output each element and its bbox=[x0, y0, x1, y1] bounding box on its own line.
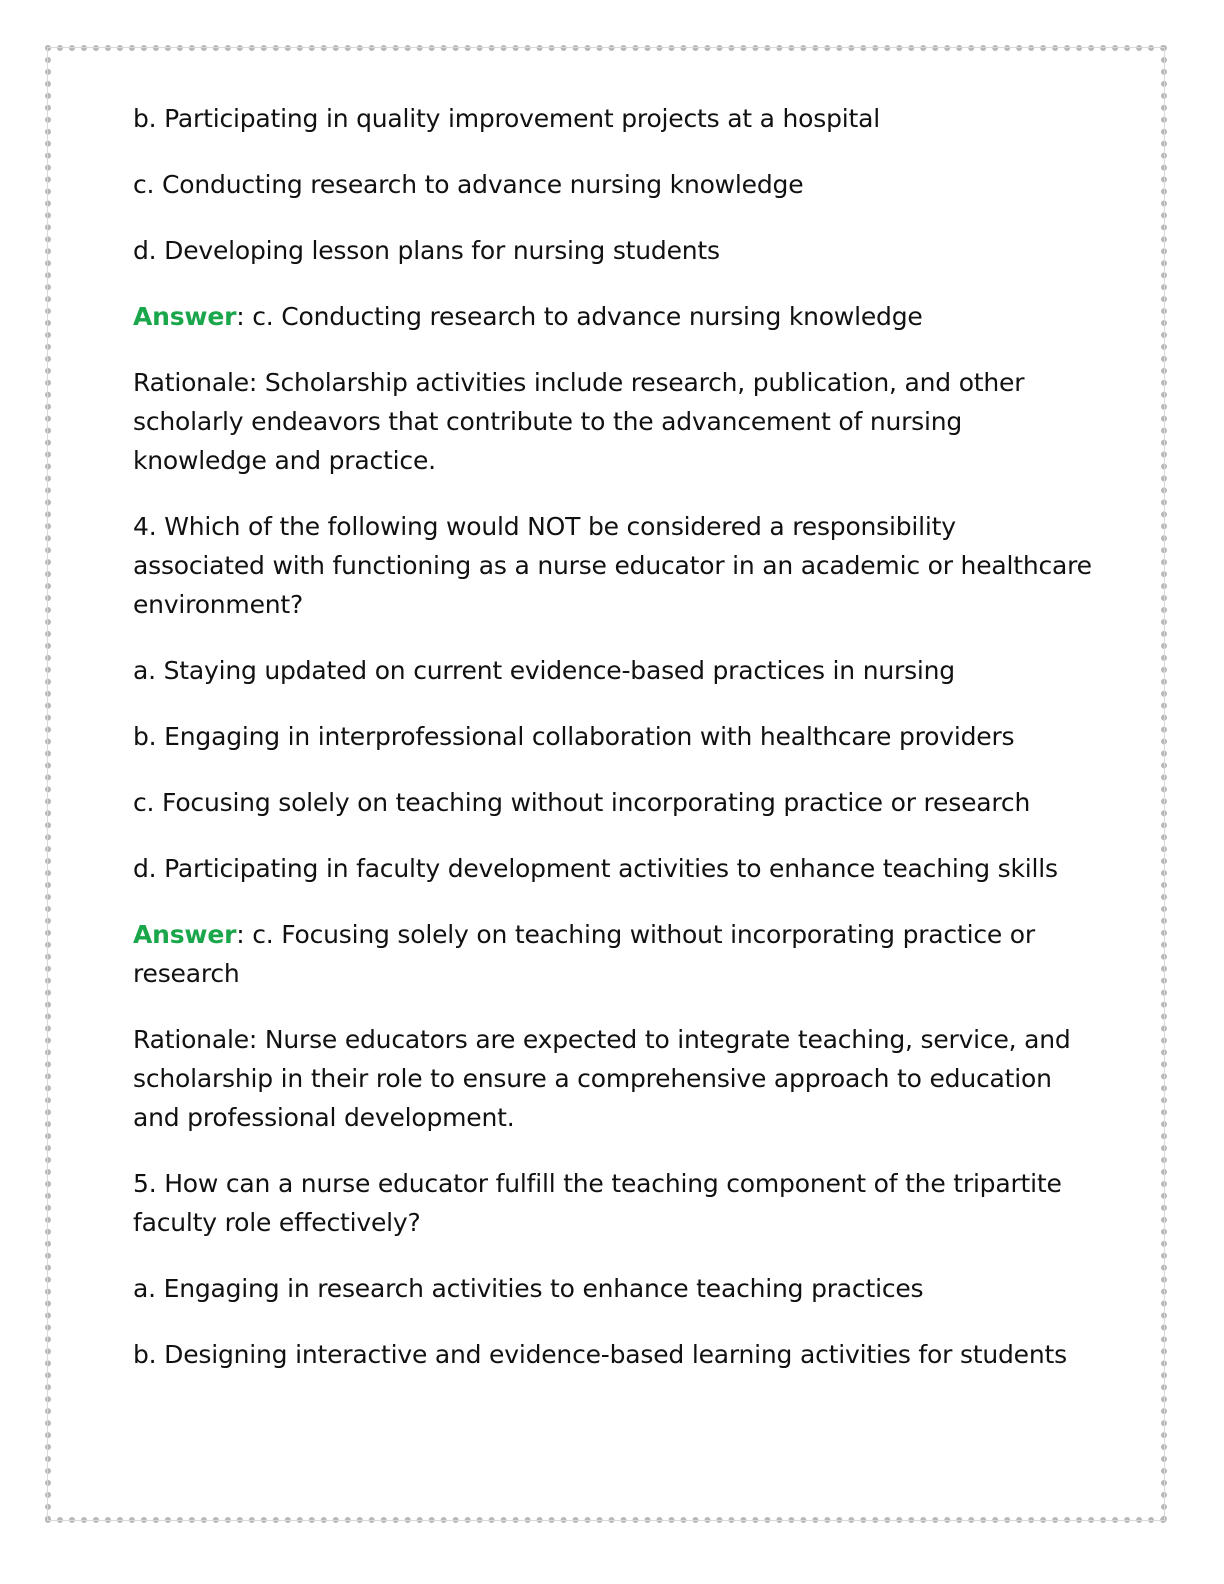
option-a-research-activities: a. Engaging in research activities to enhance teaching practices bbox=[133, 1274, 924, 1303]
option-d-lesson-plans: d. Developing lesson plans for nursing students bbox=[133, 236, 720, 265]
answer-label: Answer bbox=[133, 302, 237, 331]
document-body bbox=[133, 99, 1093, 1401]
answer-label: Answer bbox=[133, 920, 237, 949]
question-5: 5. How can a nurse educator fulfill the teaching component of the tripartite faculty role effectively? bbox=[133, 1169, 1062, 1237]
answer-text: : c. Conducting research to advance nursing knowledge bbox=[236, 302, 923, 331]
option-b-designing-interactive: b. Designing interactive and evidence-based learning activities for students bbox=[133, 1340, 1067, 1369]
option-c-conducting-research: c. Conducting research to advance nursing knowledge bbox=[133, 170, 804, 199]
answer-q4 bbox=[133, 915, 1093, 993]
option-d-faculty-development: d. Participating in faculty development activities to enhance teaching skills bbox=[133, 854, 1058, 883]
option-b-interprofessional: b. Engaging in interprofessional collaboration with healthcare providers bbox=[133, 722, 1015, 751]
answer-q3 bbox=[133, 297, 1093, 336]
option-c-focusing-solely: c. Focusing solely on teaching without incorporating practice or research bbox=[133, 788, 1031, 817]
rationale-q3: Rationale: Scholarship activities include research, publication, and other scholarly endeavors that contribute to the advancement of nursing knowledge and practice. bbox=[133, 368, 1025, 475]
question-4: 4. Which of the following would NOT be considered a responsibility associated with functioning as a nurse educator in an academic or healthcare environment? bbox=[133, 512, 1092, 619]
option-b-quality-improvement: b. Participating in quality improvement projects at a hospital bbox=[133, 104, 880, 133]
rationale-q4: Rationale: Nurse educators are expected to integrate teaching, service, and scholarship in their role to ensure a comprehensive approach to education and professional development. bbox=[133, 1025, 1071, 1132]
answer-text: : c. Focusing solely on teaching without incorporating practice or research bbox=[133, 920, 1035, 988]
option-a-staying-updated: a. Staying updated on current evidence-based practices in nursing bbox=[133, 656, 955, 685]
